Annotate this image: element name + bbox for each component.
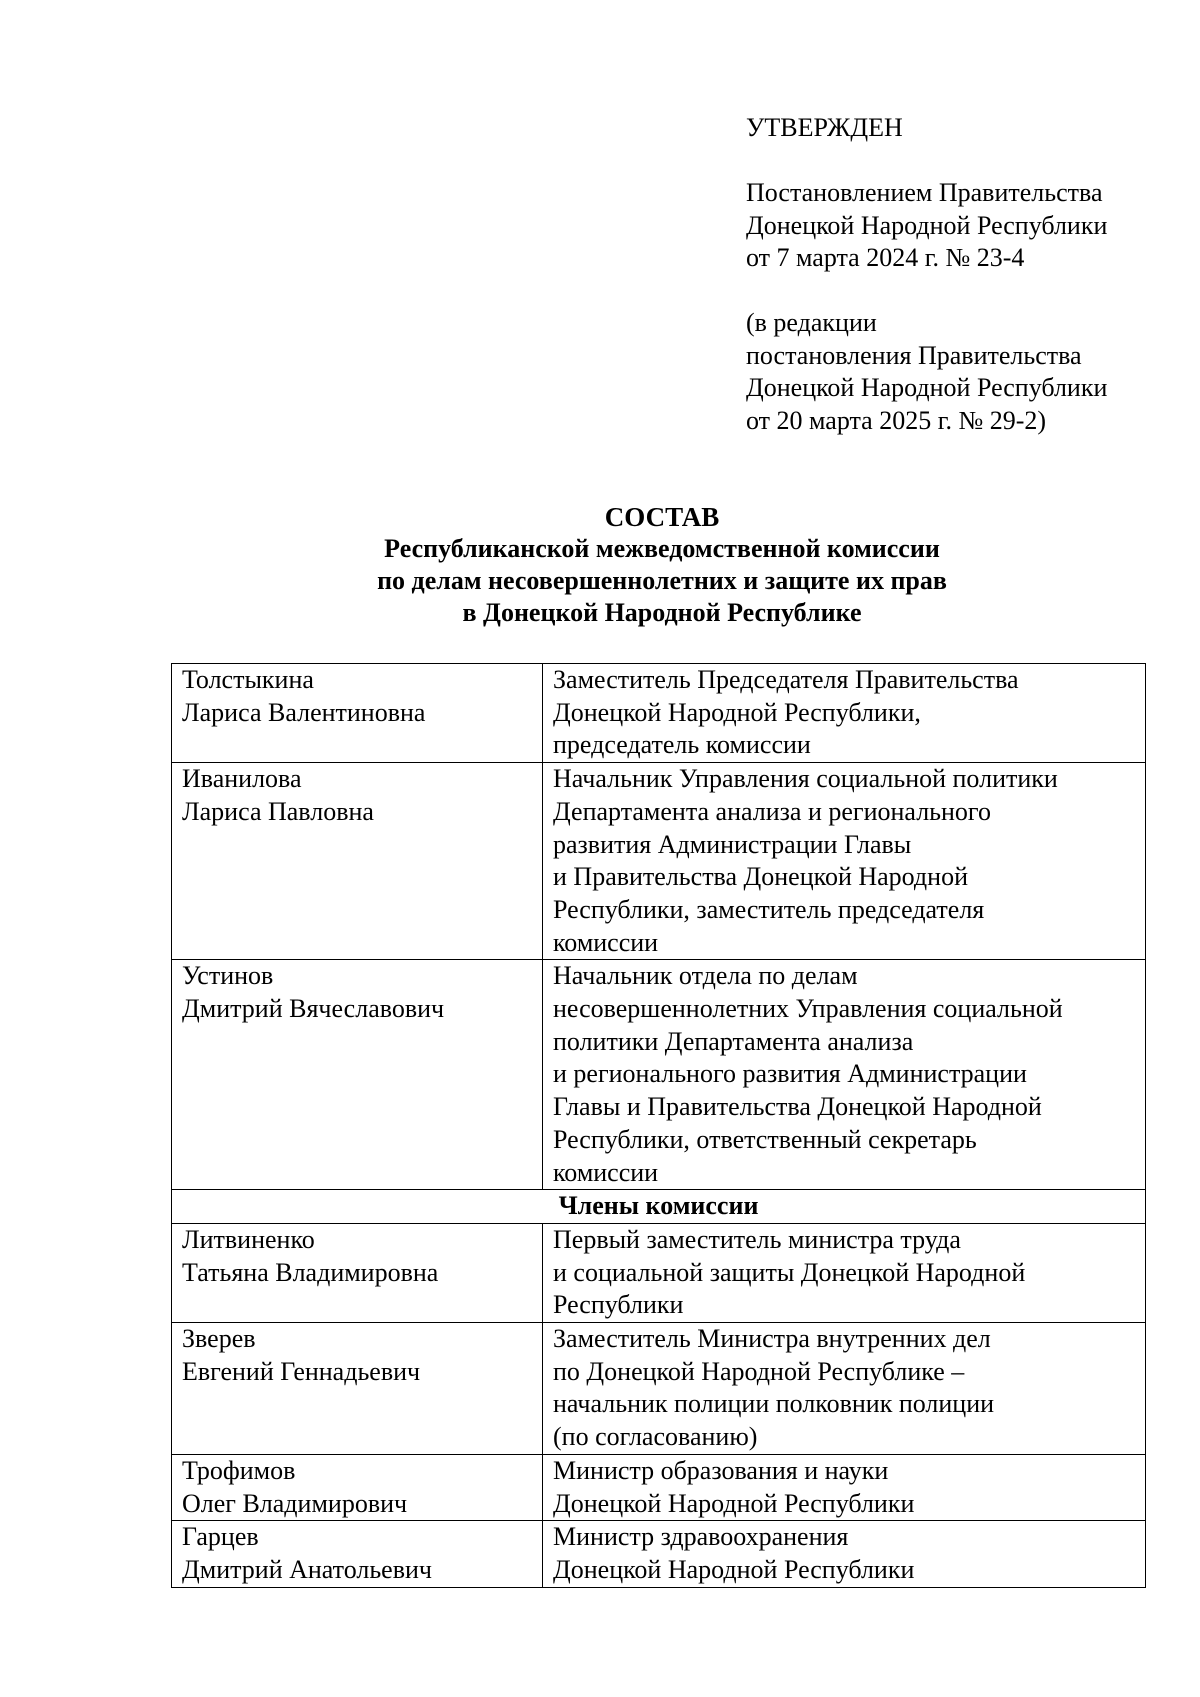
- section-title: Члены комиссии: [172, 1190, 1146, 1224]
- member-surname: Трофимов: [182, 1455, 296, 1485]
- member-name: [172, 1223, 543, 1322]
- member-position: [543, 1223, 1146, 1322]
- member-name: [172, 763, 543, 960]
- position-line: (по согласованию): [553, 1422, 758, 1452]
- table-row: [172, 1323, 1146, 1455]
- position-line: и Правительства Донецкой Народной: [553, 862, 968, 892]
- position-line: Республики, заместитель председателя: [553, 894, 985, 924]
- approval-stamp: [746, 112, 1176, 437]
- position-line: по Донецкой Народной Республике –: [553, 1356, 965, 1386]
- member-given-name: Дмитрий Анатольевич: [182, 1554, 432, 1584]
- decree-line: от 7 марта 2024 г. № 23-4: [746, 243, 1025, 272]
- edition-line: (в редакции: [746, 308, 877, 337]
- position-line: комиссии: [553, 927, 659, 957]
- member-surname: Гарцев: [182, 1522, 259, 1552]
- position-line: Департамента анализа и регионального: [553, 796, 991, 826]
- table-row-section: [172, 1190, 1146, 1224]
- member-position: [543, 960, 1146, 1190]
- member-position: [543, 664, 1146, 763]
- member-given-name: Дмитрий Вячеславович: [182, 994, 445, 1024]
- table-row: [172, 1223, 1146, 1322]
- member-surname: Устинов: [182, 961, 274, 991]
- position-line: Начальник Управления социальной политики: [553, 764, 1058, 794]
- member-given-name: Евгений Геннадьевич: [182, 1356, 421, 1386]
- member-given-name: Олег Владимирович: [182, 1488, 408, 1518]
- position-line: Начальник отдела по делам: [553, 961, 858, 991]
- position-line: Главы и Правительства Донецкой Народной: [553, 1092, 1042, 1122]
- member-surname: Иванилова: [182, 764, 302, 794]
- position-line: политики Департамента анализа: [553, 1026, 914, 1056]
- position-line: и социальной защиты Донецкой Народной: [553, 1257, 1026, 1287]
- position-line: Донецкой Народной Республики: [553, 1554, 915, 1584]
- position-line: Донецкой Народной Республики: [553, 1488, 915, 1518]
- position-line: Заместитель Министра внутренних дел: [553, 1324, 991, 1354]
- member-given-name: Лариса Валентиновна: [182, 697, 426, 727]
- title-line: по делам несовершеннолетних и защите их прав: [377, 566, 947, 595]
- table-row: [172, 664, 1146, 763]
- member-surname: Зверев: [182, 1324, 256, 1354]
- position-line: комиссии: [553, 1157, 659, 1187]
- position-line: несовершеннолетних Управления социальной: [553, 994, 1063, 1024]
- position-line: Заместитель Председателя Правительства: [553, 665, 1019, 694]
- title-main: СОСТАВ: [604, 502, 720, 532]
- edition-line: Донецкой Народной Республики: [746, 373, 1108, 402]
- edition-line: от 20 марта 2025 г. № 29-2): [746, 405, 1047, 435]
- member-name: [172, 664, 543, 763]
- position-line: Республики: [553, 1290, 684, 1320]
- decree-line: Донецкой Народной Республики: [746, 210, 1108, 240]
- member-position: [543, 1323, 1146, 1455]
- member-given-name: Татьяна Владимировна: [182, 1257, 439, 1287]
- member-name: [172, 1521, 543, 1587]
- member-name: [172, 960, 543, 1190]
- position-line: Министр здравоохранения: [553, 1522, 849, 1552]
- member-name: [172, 1454, 543, 1520]
- member-position: [543, 763, 1146, 960]
- member-position: [543, 1454, 1146, 1520]
- table-row: [172, 960, 1146, 1190]
- member-name: [172, 1323, 543, 1455]
- position-line: развития Администрации Главы: [553, 829, 912, 859]
- title-line: Республиканской межведомственной комиссии: [384, 534, 940, 563]
- commission-members-table: [171, 663, 1146, 1588]
- table-row: [172, 1454, 1146, 1520]
- decree-line: Постановлением Правительства: [746, 178, 1103, 207]
- table-row: [172, 763, 1146, 960]
- member-surname: Литвиненко: [182, 1224, 315, 1254]
- edition-line: постановления Правительства: [746, 340, 1082, 370]
- position-line: Министр образования и науки: [553, 1455, 889, 1485]
- position-line: председатель комиссии: [553, 730, 811, 760]
- approval-heading: УТВЕРЖДЕН: [746, 113, 903, 142]
- document-title: [0, 501, 1200, 629]
- member-given-name: Лариса Павловна: [182, 796, 374, 826]
- position-line: Республики, ответственный секретарь: [553, 1124, 977, 1154]
- position-line: начальник полиции полковник полиции: [553, 1389, 995, 1419]
- position-line: Донецкой Народной Республики,: [553, 697, 921, 727]
- member-position: [543, 1521, 1146, 1587]
- position-line: Первый заместитель министра труда: [553, 1224, 961, 1254]
- table-row: [172, 1521, 1146, 1587]
- title-line: в Донецкой Народной Республике: [462, 598, 862, 627]
- position-line: и регионального развития Администрации: [553, 1059, 1027, 1089]
- member-surname: Толстыкина: [182, 665, 314, 694]
